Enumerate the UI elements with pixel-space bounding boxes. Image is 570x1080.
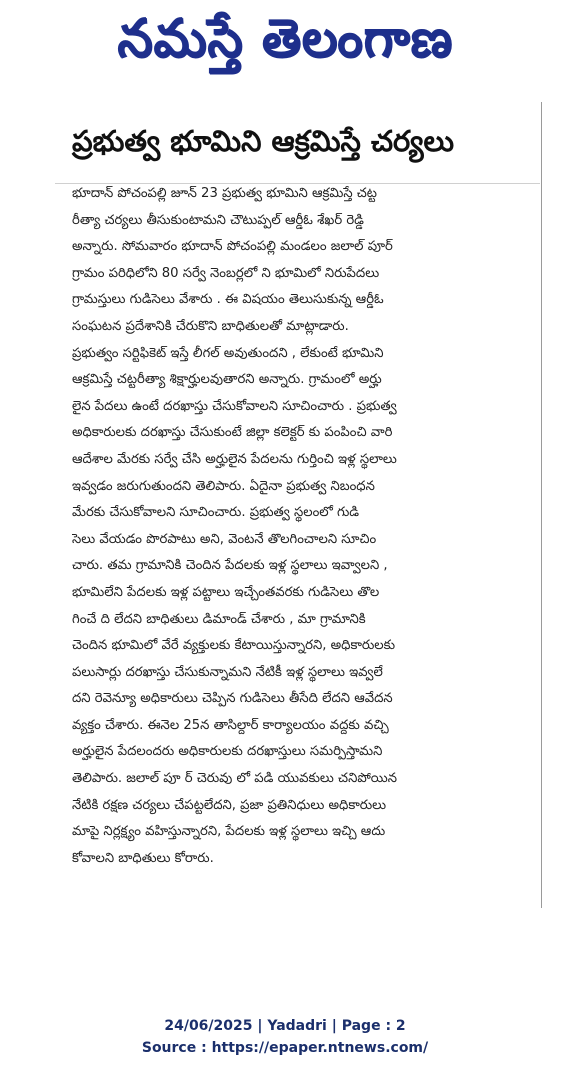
article-body-line: భూదాన్ పోచంపల్లి జూన్ 23 ప్రభుత్వ భూమిని ఆక్రమిస్తే చట్ట: [72, 186, 377, 201]
article-body-line: అధికారులకు దరఖాస్తు చేసుకుంటే జిల్లా కలెక్టర్ కు పంపించి వారి: [72, 425, 393, 441]
newspaper-masthead: [0, 0, 570, 80]
article-body-line: అర్హులైన పేదలందరు అధికారులకు దరఖాస్తులు సమర్పిస్తామని: [72, 744, 383, 760]
page-footer: [0, 1015, 570, 1059]
article-body-line: దని రెవెన్యూ అధికారులు చెప్పిన గుడిసెలు తీసేది లేదని ఆవేదన: [72, 691, 393, 707]
article-body-line: తెలిపారు. జలాల్ పూ ర్ చెరువు లో పడి యువకులు చనిపోయిన: [72, 771, 397, 787]
footer-edition-info: 24/06/2025 | Yadadri | Page : 2: [164, 1018, 406, 1034]
article-body-line: ఆదేశాల మేరకు సర్వే చేసి అర్హులైన పేదలను గుర్తించి ఇళ్ల స్థలాలు: [72, 451, 397, 467]
article-body-line: చారు. తమ గ్రామానికి చెందిన పేదలకు ఇళ్ల స్థలాలు ఇవ్వాలని ,: [72, 558, 388, 574]
article-body-line: కోవాలని బాధితులు కోరారు.: [72, 850, 214, 866]
article-body-line: అన్నారు. సోమవారం భూదాన్ పోచంపల్లి మండలం జలాల్ పూర్: [72, 239, 393, 255]
article-body-line: చెందిన భూమిలో వేరే వ్యక్తులకు కేటాయిస్తున్నారని, అధికారులకు: [72, 638, 396, 654]
masthead-logo-text: నమస్తే తెలంగాణ: [117, 7, 453, 69]
article-body-line: మాపై నిర్లక్ష్యం వహిస్తున్నారని, పేదలకు ఇళ్ల స్థలాలు ఇచ్చి ఆదు: [72, 824, 386, 840]
article-body-line: ఆక్రమిస్తే చట్టరీత్యా శిక్షార్హులవుతారని అన్నారు. గ్రామంలో అర్హు: [72, 372, 382, 388]
article-body: [72, 181, 533, 872]
article-body-line: వ్యక్తం చేశారు. ఈనెల 25న తాసిల్దార్ కార్యాలయం వద్దకు వచ్చి: [72, 717, 389, 733]
article-body-line: భూమిలేని పేదలకు ఇళ్ల పట్టాలు ఇచ్చేంతవరకు గుడిసెలు తొల: [72, 584, 380, 600]
article-body-line: రీత్యా చర్యలు తీసుకుంటామని చౌటుప్పల్ ఆర్డీఓ శేఖర్ రెడ్డి: [72, 212, 364, 228]
footer-source-link[interactable]: Source : https://epaper.ntnews.com/: [141, 1040, 429, 1056]
article-body-line: సెలు వేయడం పొరపాటు అని, వెంటనే తొలగించాలని సూచిం: [72, 531, 377, 547]
article-body-line: గ్రామం పరిధిలోని 80 సర్వే నెంబర్లలో ని భూమిలో నిరుపేదలు: [72, 265, 380, 281]
article-body-line: లైన పేదలు ఉంటే దరఖాస్తు చేసుకోవాలని సూచించారు . ప్రభుత్వ: [72, 398, 397, 414]
article-body-line: సంఘటన ప్రదేశానికి చేరుకొని బాధితులతో మాట్లాడారు.: [72, 318, 349, 334]
article-body-line: ఇవ్వడం జరుగుతుందని తెలిపారు. ఏదైనా ప్రభుత్వ నిబంధన: [72, 478, 375, 494]
article-body-line: నేటికి రక్షణ చర్యలు చేపట్టలేదని, ప్రజా ప్రతినిధులు అధికారులు: [72, 797, 387, 813]
article-body-line: గ్రామస్తులు గుడిసెలు వేశారు . ఈ విషయం తెలుసుకున్న ఆర్డీఓ: [72, 292, 384, 308]
article-body-line: గించే ది లేదని బాధితులు డిమాండ్ చేశారు , మా గ్రామానికి: [72, 611, 366, 627]
article-body-line: ప్రభుత్వం సర్టిఫికెట్ ఇస్తే లీగల్ అవుతుందని , లేకుంటే భూమిని: [72, 345, 384, 361]
article-body-line: పలుసార్లు దరఖాస్తు చేసుకున్నామని నేటికీ ఇళ్ల స్థలాలు ఇవ్వలే: [72, 664, 383, 680]
article-body-line: మేరకు చేసుకోవాలని సూచించారు. ప్రభుత్వ స్థలంలో గుడి: [72, 505, 360, 521]
column-divider: [541, 102, 542, 908]
article-headline: ప్రభుత్వ భూమిని ఆక్రమిస్తే చర్యలు: [72, 124, 455, 158]
